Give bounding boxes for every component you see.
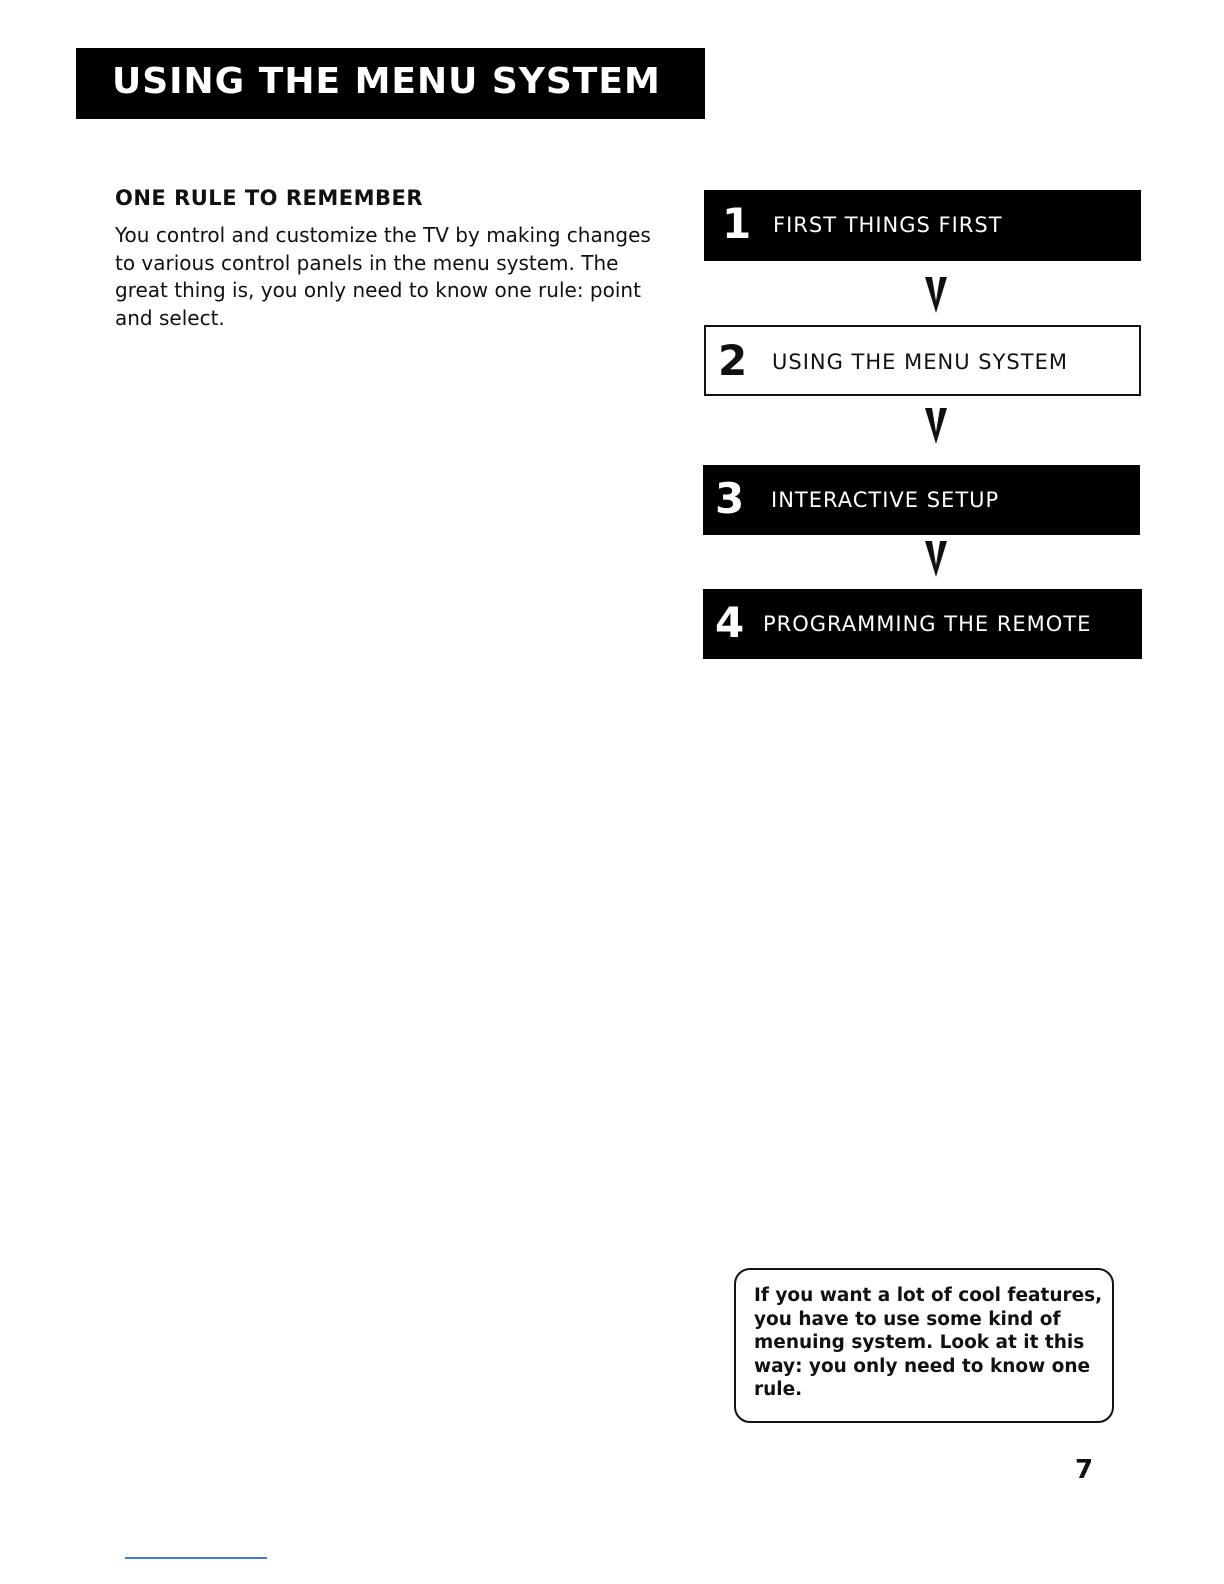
page-title: USING THE MENU SYSTEM (112, 61, 661, 102)
section-heading: ONE RULE TO REMEMBER (115, 186, 424, 210)
bottom-rule (125, 1557, 267, 1559)
step-3-number: 3 (715, 474, 745, 523)
step-3 (703, 465, 1140, 535)
step-4 (703, 589, 1142, 659)
arrow-down-icon (923, 273, 949, 317)
step-2 (704, 325, 1141, 396)
step-4-label: PROGRAMMING THE REMOTE (763, 612, 1092, 636)
section-body: You control and customize the TV by making changes to various control panels in the menu system. The great thing is, you only need to know one rule: point and select. (115, 223, 651, 330)
step-1-label: FIRST THINGS FIRST (773, 213, 1003, 237)
page-number: 7 (1075, 1455, 1094, 1485)
arrow-down-icon (923, 404, 949, 448)
step-2-number: 2 (718, 336, 748, 385)
step-1-number: 1 (722, 199, 752, 248)
step-1 (704, 190, 1141, 261)
tip-callout-text: If you want a lot of cool features, you have to use some kind of menuing system. Look at it this way: you only need to know one rule. (754, 1285, 1103, 1400)
step-4-number: 4 (715, 598, 745, 647)
title-bar (76, 48, 705, 119)
tip-callout (734, 1268, 1114, 1423)
step-3-label: INTERACTIVE SETUP (771, 488, 1000, 512)
arrow-down-icon (923, 537, 949, 581)
step-2-label: USING THE MENU SYSTEM (772, 350, 1068, 374)
